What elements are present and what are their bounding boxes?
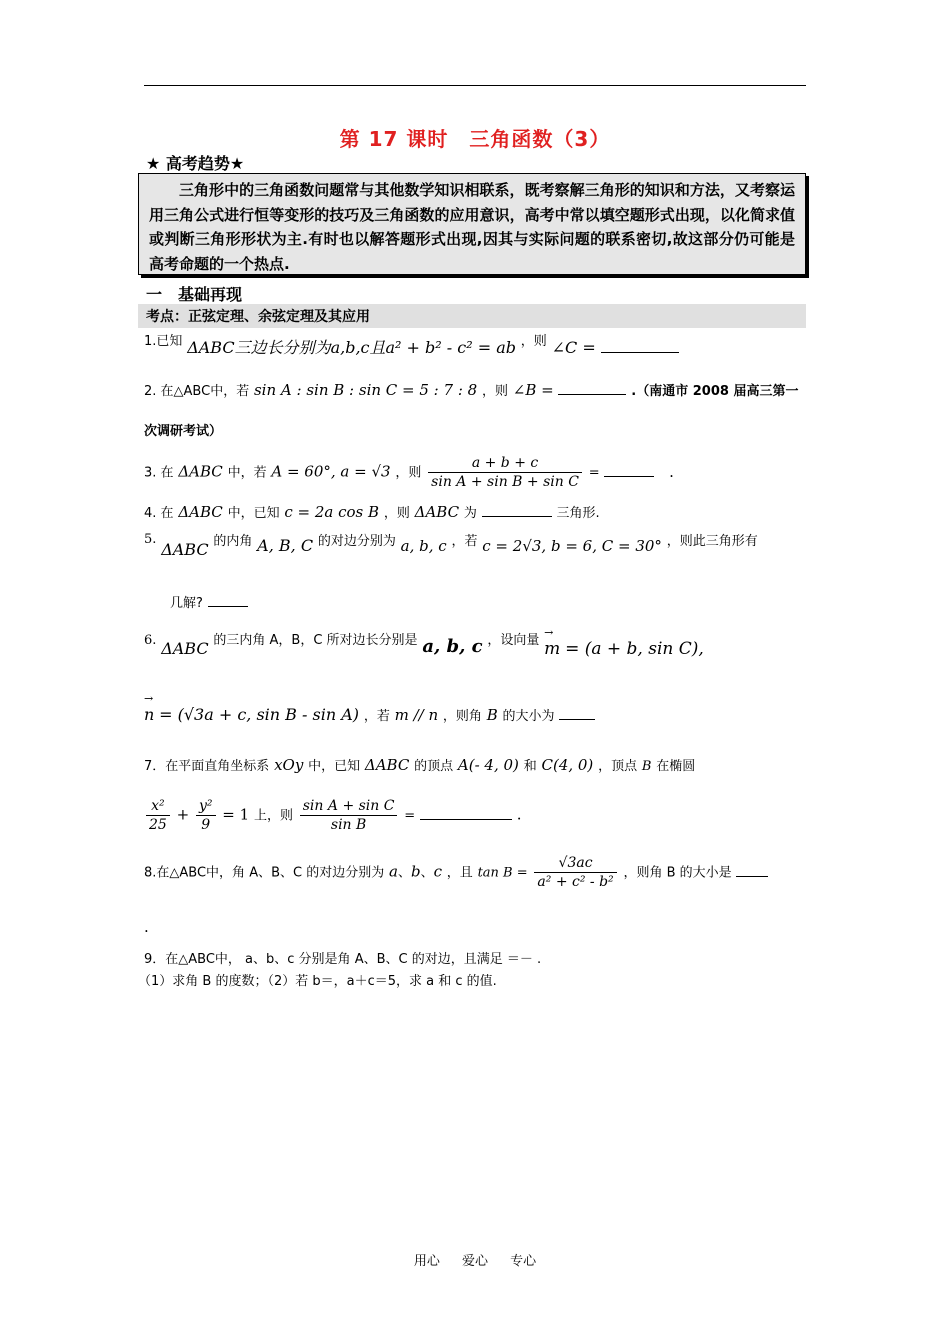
q7-fraction: $\frac{\text{sin A + sin C}}{\text{sin B}}$ <box>300 798 398 833</box>
q4-answer-blank[interactable] <box>482 515 552 517</box>
vector-n: → n <box>144 705 154 724</box>
q1-math: ΔABC三边长分别为a,b,c且a² + b² - c² = ab <box>187 338 517 357</box>
question-2: 2. 在△ABC中，若 sin A : sin B : sin C = 5 : 7 : 8 ，则 ∠B = .（南通市 2008 届高三第一 <box>144 381 799 399</box>
q5-line2: 几解? <box>170 592 838 611</box>
trend-box <box>138 173 806 275</box>
page-title: 第 17 课时 三角函数（3） <box>339 127 611 151</box>
q2-note-line2: 次调研考试） <box>144 424 223 439</box>
question-6: 6. ΔABC 的三内角 A，B，C 所对边长分别是 a, b, c ，设向量 → m = (a + b, sin C), <box>144 628 812 649</box>
q3-fraction: $\frac{a + b + c}{\text{sin A + sin B + sin C}}$ <box>428 455 582 490</box>
q5-answer-blank[interactable] <box>208 605 248 607</box>
header-rule <box>144 85 806 86</box>
question-4: 4. 在 ΔABC 中，已知 c = 2a cos B ，则 ΔABC 为 三角形. <box>144 503 600 521</box>
parallel-condition: m // n <box>394 706 439 724</box>
section-heading: 一 基础再现 <box>146 285 243 304</box>
question-7-line2: $\frac{\text{x²}}{25}$ + $\frac{\text{y²}}{9}$ = 1 上，则 $\frac{\text{sin A + sin C}}{\text{sin B}}$ = . <box>144 798 812 833</box>
ellipse-y-term: $\frac{\text{y²}}{9}$ <box>196 798 216 833</box>
vector-m: → m <box>544 639 560 659</box>
q8-answer-blank[interactable] <box>736 875 768 877</box>
question-1: 1.已知 ΔABC三边长分别为a,b,c且a² + b² - c² = ab ，则 ∠C = <box>144 335 812 358</box>
question-9-parts: （1）求角 B 的度数；（2）若 b＝，a＋c＝5，求 a 和 c 的值. <box>138 974 497 989</box>
q8-fraction: $\frac{√3ac}{\text{a² + c² - b²}}$ <box>534 855 616 890</box>
q8-dot: . <box>144 918 149 936</box>
question-3: 3. 在 ΔABC 中，若 A = 60°, a = √3 ，则 $\frac{a + b + c}{\text{sin A + sin B + sin C}}$ = . <box>144 455 674 490</box>
kaodian-bar: 考点：正弦定理、余弦定理及其应用 <box>138 304 806 328</box>
page-footer: 用心 爱心 专心 <box>413 1254 537 1269</box>
q2-ratio: sin A : sin B : sin C = 5 : 7 : 8 <box>253 381 478 399</box>
ellipse-x-term: $\frac{\text{x²}}{25}$ <box>146 798 170 833</box>
trend-heading: ★ 高考趋势★ <box>146 154 245 173</box>
question-8: 8.在△ABC中，角 A、B、C 的对边分别为 a、b、c ，且 tan B = $\frac{√3ac}{\text{a² + c² - b²}}$ ，则角 B 的大小是 <box>144 855 812 890</box>
q6-answer-blank[interactable] <box>559 718 595 720</box>
question-5: 5. ΔABC 的内角 A, B, C 的对边分别为 a, b, c ，若 c = 2√3, b = 6, C = 30° ，则此三角形有 <box>144 532 758 559</box>
question-7: 7．在平面直角坐标系 xOy 中，已知 ΔABC 的顶点 A(- 4, 0) 和 C(4, 0) ，顶点 B 在椭圆 <box>144 756 696 774</box>
q7-answer-blank[interactable] <box>420 818 512 820</box>
q3-answer-blank[interactable] <box>604 475 654 477</box>
question-9: 9．在△ABC中， a、b、c 分别是角 A、B、C 的对边，且满足 ＝－ . <box>144 952 542 967</box>
question-6-line2: → n = (√3a + c, sin B - sin A) ，若 m // n ，则角 B 的大小为 <box>144 705 812 724</box>
trend-text: 三角形中的三角函数问题常与其他数学知识相联系，既考察解三角形的知识和方法，又考察运用三角公式进行恒等变形的技巧及三角函数的应用意识，高考中常以填空题形式出现，以化简求值或判断三角形形状为主.有时也以解答题形式出现,因其与实际问题的联系密切,故这部分仍可能是高考命题的一个热点. <box>149 181 795 273</box>
q2-answer-blank[interactable] <box>558 393 626 395</box>
q1-answer-blank[interactable] <box>601 351 679 353</box>
